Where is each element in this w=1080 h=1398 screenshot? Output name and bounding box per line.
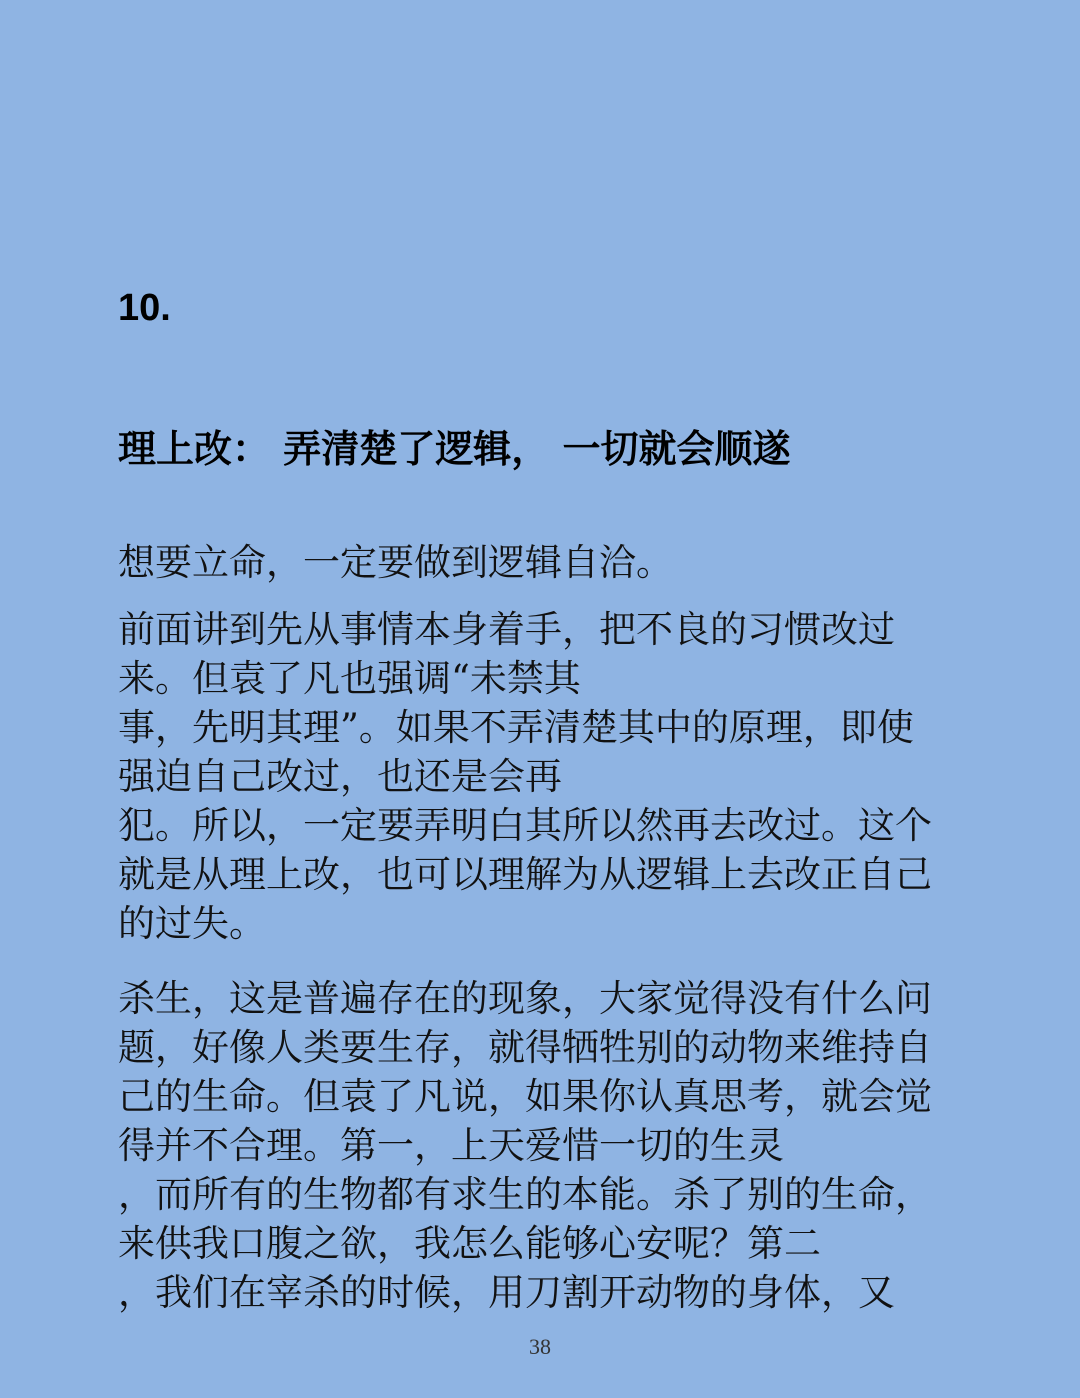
text-line: 杀生，这是普遍存在的现象，大家觉得没有什么问题，好像人类要生存，就得牺牲别的动物来维持自己的生命。但袁了凡说，如果你认真思考，就会觉得并不合理。第一，上天爱惜一切的生灵 [118,977,932,1167]
page-number: 38 [529,1334,551,1359]
text-line: 前面讲到先从事情本身着手，把不良的习惯改过来。但袁了凡也强调“未禁其 [118,608,895,700]
text-line: 想要立命，一定要做到逻辑自洽。 [118,541,673,584]
text-line: 事，先明其理”。如果不弄清楚其中的原理，即使强迫自己改过，也还是会再 [118,706,914,798]
body-text [118,538,948,1317]
section-number: 10. [118,287,171,329]
section-heading: 理上改： 弄清楚了逻辑， 一切就会顺遂 [118,427,791,471]
text-line: 犯。所以，一定要弄明白其所以然再去改过。这个就是从理上改，也可以理解为从逻辑上去改正自己的过失。 [118,804,932,945]
text-line: ，而所有的生物都有求生的本能。杀了别的生命，来供我口腹之欲，我怎么能够心安呢？第二 [118,1173,932,1265]
paragraph [118,605,948,948]
paragraph [118,974,948,1317]
paragraph [118,538,948,587]
text-line: ，我们在宰杀的时候，用刀割开动物的身体，又 [118,1271,895,1314]
